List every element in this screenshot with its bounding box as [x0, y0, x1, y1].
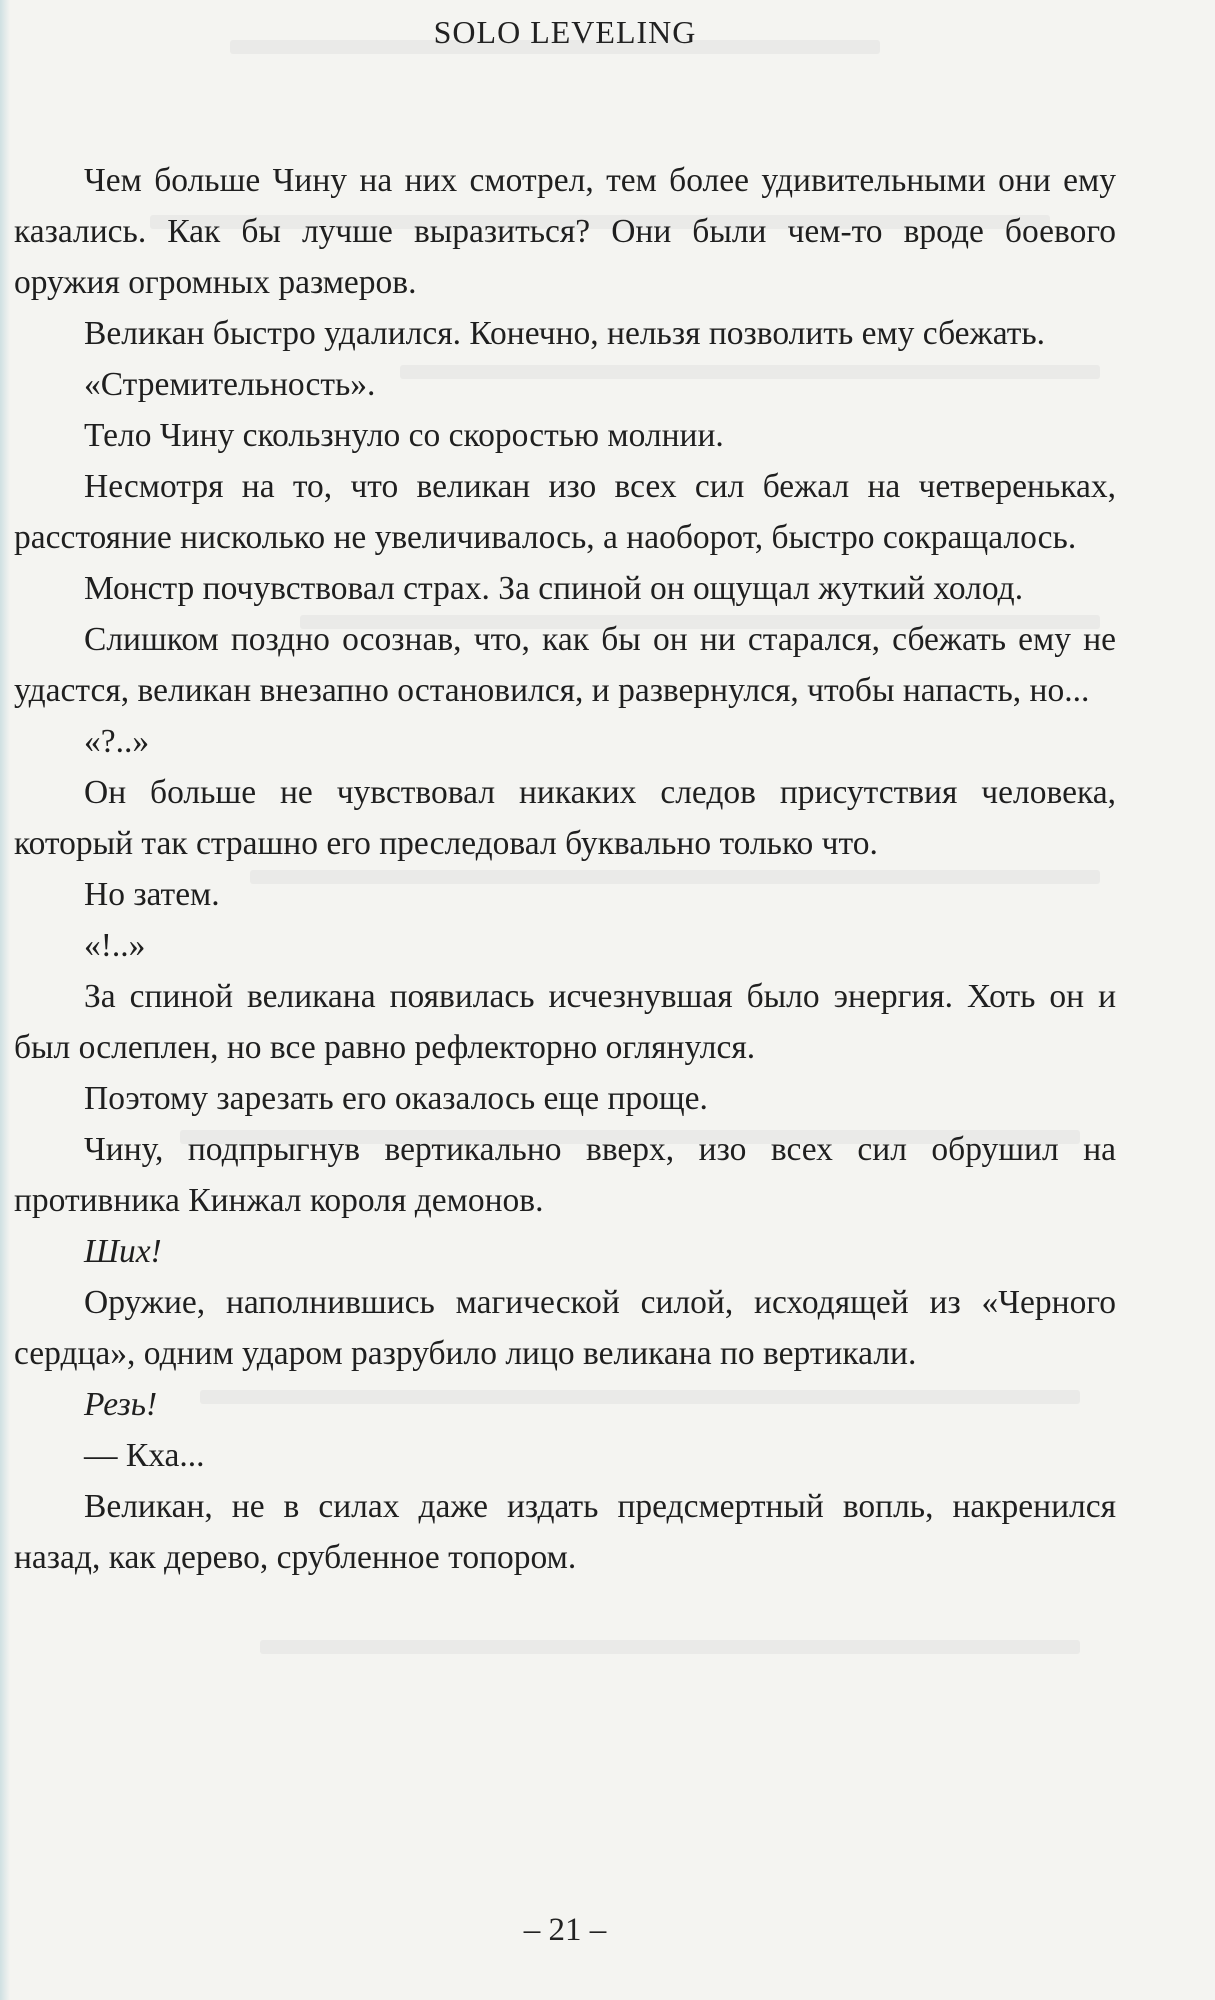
paragraph: Несмотря на то, что великан изо всех сил бежал на четвереньках, расстояние нисколько не увеличивалось, а наоборот, быстро сокращалось.	[14, 468, 1116, 556]
paragraph: Слишком поздно осознав, что, как бы он ни старался, сбежать ему не удастся, великан внезапно остановился, и развернулся, чтобы напасть, но...	[14, 621, 1116, 709]
paragraph: «Стремительность».	[84, 366, 376, 403]
paragraph: Но затем.	[84, 876, 220, 913]
paragraph: Чем больше Чину на них смотрел, тем более удивительными они ему казались. Как бы лучше выразиться? Они были чем-то вроде боевого оружия огромных размеров.	[14, 162, 1116, 301]
paragraph: Монстр почувствовал страх. За спиной он ощущал жуткий холод.	[84, 570, 1024, 607]
paragraph: Оружие, наполнившись магической силой, исходящей из «Черного сердца», одним ударом разрубило лицо великана по вертикали.	[14, 1284, 1116, 1372]
body-text	[14, 155, 1116, 1583]
paragraph: Поэтому зарезать его оказалось еще проще.	[84, 1080, 708, 1117]
paragraph: Тело Чину скользнуло со скоростью молнии.	[84, 417, 724, 454]
page-number: – 21 –	[523, 1912, 607, 1948]
paragraph: За спиной великана появилась исчезнувшая было энергия. Хоть он и был ослеплен, но все равно рефлекторно оглянулся.	[14, 978, 1116, 1066]
paragraph: «!..»	[84, 927, 146, 964]
paragraph: «?..»	[84, 723, 150, 760]
paragraph: Великан быстро удалился. Конечно, нельзя позволить ему сбежать.	[84, 315, 1045, 352]
page-edge-shadow	[0, 0, 10, 2000]
dialogue-paragraph: — Кха...	[84, 1437, 205, 1474]
paragraph: Он больше не чувствовал никаких следов присутствия человека, который так страшно его преследовал буквально только что.	[14, 774, 1116, 862]
sound-effect-paragraph: Ших!	[84, 1233, 162, 1270]
running-header-title: SOLO LEVELING	[433, 14, 697, 50]
sound-effect-paragraph: Резь!	[84, 1386, 158, 1423]
paragraph: Великан, не в силах даже издать предсмертный вопль, накренился назад, как дерево, срубленное топором.	[14, 1488, 1116, 1576]
paragraph: Чину, подпрыгнув вертикально вверх, изо всех сил обрушил на противника Кинжал короля демонов.	[14, 1131, 1116, 1219]
